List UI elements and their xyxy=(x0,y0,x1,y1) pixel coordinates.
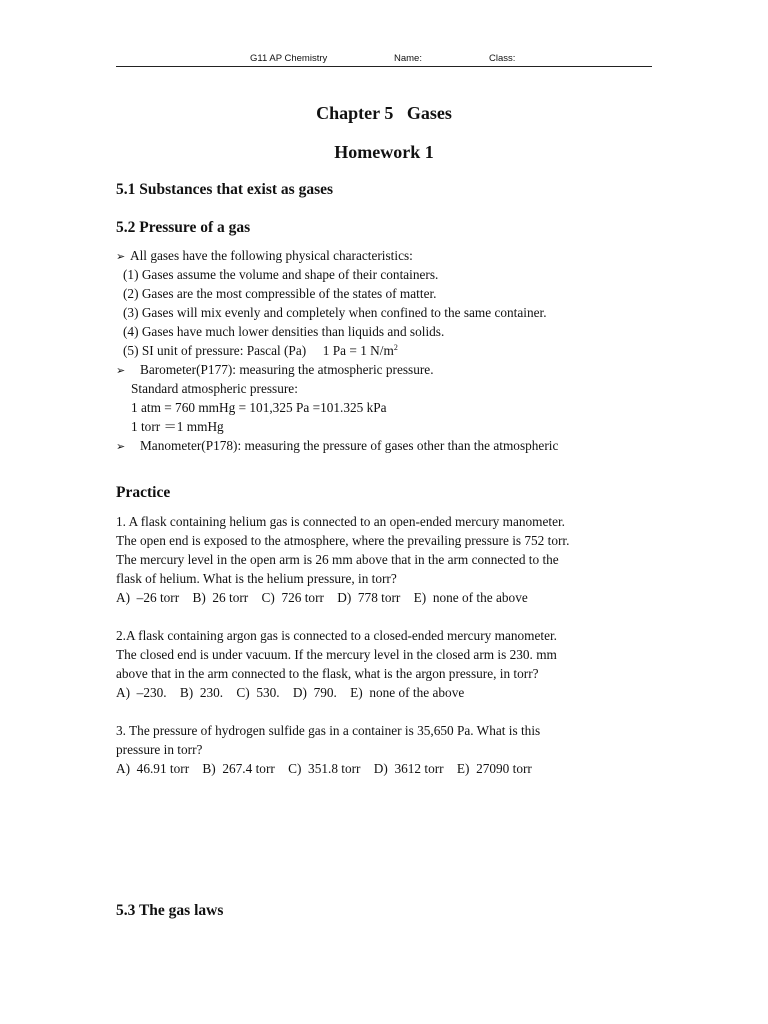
characteristic-item: (4) Gases have much lower densities than liquids and solids. xyxy=(123,324,445,339)
page-header xyxy=(116,51,652,67)
characteristic-item: (3) Gases will mix evenly and completely when confined to the same container. xyxy=(123,305,547,320)
course-label: G11 AP Chemistry xyxy=(250,53,328,64)
si-unit-text: (5) SI unit of pressure: Pascal (Pa) 1 Pa = 1 N/m xyxy=(123,343,394,358)
question-3-line: pressure in torr? xyxy=(116,742,203,757)
question-2-line: The closed end is under vacuum. If the mercury level in the closed arm is 230. mm xyxy=(116,647,557,662)
question-2-line: above that in the arm connected to the flask, what is the argon pressure, in torr? xyxy=(116,666,539,681)
standard-pressure-label: Standard atmospheric pressure: xyxy=(131,381,298,396)
characteristic-item-si-unit xyxy=(123,341,398,360)
manometer-text: Manometer(P178): measuring the pressure of gases other than the atmospheric xyxy=(139,438,559,453)
question-3 xyxy=(116,721,651,759)
section-5-3-heading: 5.3 The gas laws xyxy=(116,902,224,919)
homework-title: Homework 1 xyxy=(334,142,434,162)
characteristics-intro xyxy=(116,246,413,266)
characteristics-intro-text: All gases have the following physical characteristics: xyxy=(130,248,413,263)
arrow-bullet-icon: ➢ xyxy=(116,250,126,263)
question-2-line: 2.A flask containing argon gas is connected to a closed-ended mercury manometer. xyxy=(116,628,557,643)
chapter-title: Chapter 5 Gases xyxy=(316,103,452,123)
characteristic-item: (1) Gases assume the volume and shape of their containers. xyxy=(123,267,439,282)
question-1-line: The open end is exposed to the atmosphere, where the prevailing pressure is 752 torr. xyxy=(116,533,570,548)
arrow-bullet-icon: ➢ xyxy=(116,364,126,377)
barometer-item xyxy=(116,360,434,380)
atm-conversion: 1 atm = 760 mmHg = 101,325 Pa =101.325 kPa xyxy=(131,400,387,415)
arrow-bullet-icon: ➢ xyxy=(116,440,126,453)
question-1 xyxy=(116,512,651,588)
characteristic-item: (2) Gases are the most compressible of the states of matter. xyxy=(123,286,437,301)
question-3-choices: A) 46.91 torr B) 267.4 torr C) 351.8 torr D) 3612 torr E) 27090 torr xyxy=(116,761,532,776)
question-1-line: flask of helium. What is the helium pressure, in torr? xyxy=(116,571,397,586)
section-5-2-heading: 5.2 Pressure of a gas xyxy=(116,219,251,236)
superscript-2: 2 xyxy=(393,343,398,352)
class-label: Class: xyxy=(489,53,516,64)
question-1-choices: A) –26 torr B) 26 torr C) 726 torr D) 778 torr E) none of the above xyxy=(116,590,528,605)
section-5-1-heading: 5.1 Substances that exist as gases xyxy=(116,181,334,198)
question-1-line: 1. A flask containing helium gas is connected to an open-ended mercury manometer. xyxy=(116,514,566,529)
torr-conversion: 1 torr ＝1 mmHg xyxy=(131,419,224,434)
name-label: Name: xyxy=(394,53,422,64)
question-3-line: 3. The pressure of hydrogen sulfide gas in a container is 35,650 Pa. What is this xyxy=(116,723,541,738)
question-2 xyxy=(116,626,651,683)
practice-heading: Practice xyxy=(116,484,171,501)
header-divider xyxy=(116,66,652,67)
barometer-text: Barometer(P177): measuring the atmospheric pressure. xyxy=(139,362,434,377)
manometer-item xyxy=(116,436,558,456)
question-2-choices: A) –230. B) 230. C) 530. D) 790. E) none of the above xyxy=(116,685,465,700)
question-1-line: The mercury level in the open arm is 26 mm above that in the arm connected to the xyxy=(116,552,559,567)
